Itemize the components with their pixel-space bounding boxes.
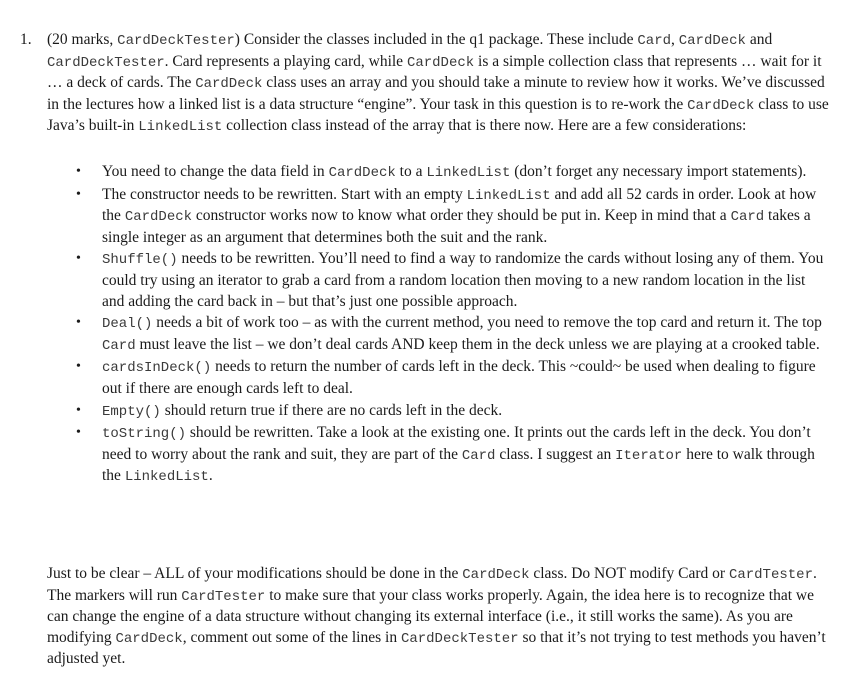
code-term: CardDeck [462,567,530,583]
text-run: takes a single integer as an argument that determines both the suit and the rank. [102,207,811,246]
text-run: . [208,467,213,485]
text-run: needs to return the number of cards left in the deck. This ~could~ be used when dealing to figure out if there are enough cards left to deal. [102,358,816,397]
bullet-icon: • [76,186,81,202]
list-item-text [102,424,815,484]
text-run: (20 marks, [47,31,118,48]
text-run: collection class instead of the array that is there now. Here are a few considerations: [222,117,747,135]
text-run: to a [395,162,427,180]
code-term: Card [461,447,496,464]
bullet-icon: • [76,402,81,418]
code-term: Card [637,33,671,49]
code-term: CardDeckTester [400,630,519,647]
text-run: and add all 52 cards in order. Look at how the [102,185,817,225]
text-run: You need to change the data field in [102,162,329,180]
list-item [76,249,830,312]
bullet-icon: • [76,425,81,441]
text-run: here to walk through the [102,445,815,485]
code-term: Deal() [102,316,153,333]
question-body [47,30,830,488]
code-term: Iterator [615,447,683,464]
question-number: 1. [20,31,32,48]
code-term: CardDeck [195,76,263,93]
text-run: ) Consider the classes included in the q1 package. These include [234,31,638,48]
code-term: cardsInDeck() [102,360,212,377]
code-term: Card [730,209,765,226]
text-run: , [671,31,679,48]
list-item [76,313,830,356]
text-run: class. I suggest an [495,445,616,463]
list-item-text [102,314,822,353]
code-term: CardTester [181,588,266,605]
text-run: class uses an array and you should take a minute to review how it works. We’ve discussed in the lectures how a linked list is a data structure “engine”. Your task in this question is to re-work the [47,74,825,113]
text-run: (don’t forget any necessary import statements). [510,162,807,180]
code-term: CardDeck [678,33,746,49]
bullet-icon: • [76,315,81,331]
text-run: The constructor needs to be rewritten. Start with an empty [102,185,467,203]
text-run: class to use Java’s built-in [47,95,829,135]
text-run: , comment out some of the lines in [182,628,401,646]
text-run: must leave the list – we don’t deal cards AND keep them in the deck unless we are playing at a crooked table. [135,335,820,353]
text-run: . Card represents a playing card, while [164,52,407,70]
text-run: needs to be rewritten. You’ll need to find a way to randomize the cards without losing any of them. You could try using an iterator to grab a card from a random location then moving to a new random location in the list and adding the card back in – but that’s just one possible approach. [102,250,824,310]
text-run: to make sure that your class works properly. Again, the idea here is to recognize that we can change the engine of a data structure without changing its external interface (i.e., it still works the same). As you are modifying [47,586,814,646]
considerations-list [47,162,830,488]
text-run: should return true if there are no cards left in the deck. [160,401,503,419]
code-term: Shuffle() [102,252,178,269]
list-item-text [102,250,823,309]
bullet-icon: • [76,251,81,267]
code-term: CardDeck [687,97,755,114]
list-item [76,185,830,249]
text-run: Just to be clear – ALL of your modifications should be done in the [47,565,463,582]
text-run: constructor works now to know what order they should be put in. Keep in mind that a [192,207,731,225]
bullet-icon: • [76,163,81,179]
text-run: . The markers will run [47,565,817,604]
list-item-text [102,402,502,419]
list-item-text [102,358,816,397]
text-run: should be rewritten. Take a look at the existing one. It prints out the cards left in the deck. You don’t need to worry about the rank and suit, they are part of the [102,424,811,463]
list-item [76,162,830,184]
text-run: and [745,31,773,48]
code-term: CardTester [728,567,813,583]
code-term: Card [102,337,136,354]
code-term: CardDeck [406,54,475,71]
code-term: CardDeck [115,630,183,647]
list-item [76,423,830,488]
question-intro [47,30,830,138]
list-item [76,401,830,423]
text-run: class. Do NOT modify Card or [529,565,729,582]
list-item-text [102,163,806,180]
text-run: so that it’s not trying to test methods you haven’t adjusted yet. [47,628,826,668]
code-term: Empty() [102,403,161,420]
code-term: LinkedList [138,119,223,136]
text-run: is a simple collection class that represents … wait for it … a deck of cards. The [47,52,822,92]
code-term: CardDeck [328,164,396,181]
list-item [76,357,830,399]
closing-paragraph [47,564,832,670]
code-term: CardDeckTester [47,54,165,71]
list-item-text [102,186,816,246]
code-term: toString() [102,426,187,443]
text-run: needs a bit of work too – as with the current method, you need to remove the top card and return it. The top [152,314,822,332]
question-1 [20,30,830,489]
code-term: LinkedList [124,469,209,486]
bullet-icon: • [76,359,81,375]
code-term: CardDeckTester [117,33,235,49]
code-term: LinkedList [426,164,511,181]
code-term: LinkedList [466,187,551,204]
code-term: CardDeck [124,209,193,226]
